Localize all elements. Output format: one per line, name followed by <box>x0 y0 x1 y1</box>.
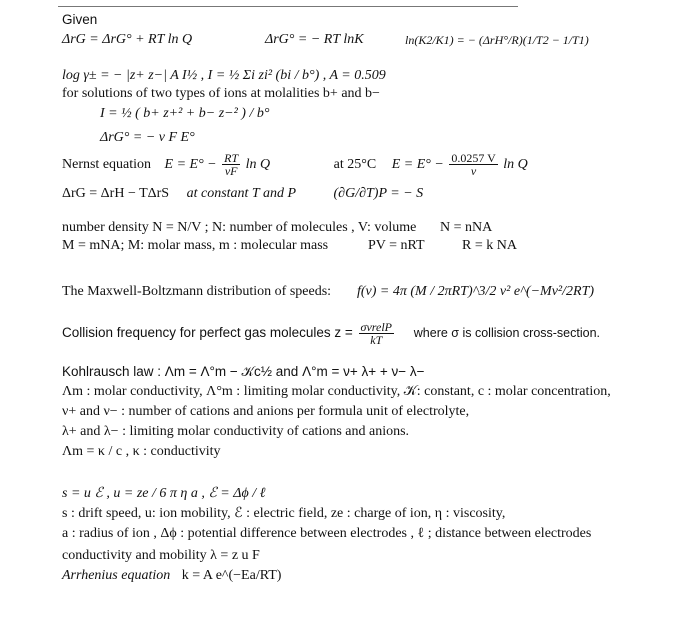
maxwell-boltzmann-label: The Maxwell-Boltzmann distribution of speeds: <box>62 284 332 299</box>
rt-denominator: νF <box>224 164 238 179</box>
at-25c: at 25°C <box>333 157 377 172</box>
debye-huckel-equation: log γ± = − |z+ z−| A I½ , I = ½ Σi zi² (bi / b°) , A = 0.509 <box>62 68 386 83</box>
collision-label: Collision frequency for perfect gas molecules z = <box>62 325 353 340</box>
gibbs-enthalpy: ΔrG = ΔrH − TΔrS <box>62 186 170 201</box>
molar-mass-line: M = mNA; M: molar mass, m : molecular mass <box>62 238 329 253</box>
conductivity-def: Λm = κ / c , κ : conductivity <box>62 444 221 459</box>
constant-condition: at constant T and P <box>186 186 297 201</box>
ions-per-formula-def: ν+ and ν− : number of cations and anions per formula unit of electrolyte, <box>62 404 470 419</box>
rt-fraction <box>222 152 240 177</box>
nernst-label: Nernst equation <box>62 157 152 172</box>
gibbs-equation: ΔrG = ΔrG° + RT ln Q <box>62 32 193 47</box>
ionic-strength-equation: I = ½ ( b+ z+² + b− z−² ) / b° <box>100 106 270 121</box>
arrhenius-formula: k = A e^(−Ea/RT) <box>181 568 282 583</box>
rt-numerator: RT <box>224 151 239 166</box>
conductivity-mobility: conductivity and mobility λ = z u F <box>62 548 260 563</box>
molar-conductivity-def: Λm : molar conductivity, Λ°m : limiting molar conductivity, 𝒦: constant, c : molar concentration, <box>62 384 611 399</box>
vant-hoff-equation: ln(K2/K1) = − (ΔrH°/R)(1/T2 − 1/T1) <box>405 33 589 47</box>
electrode-def: a : radius of ion , Δϕ : potential difference between electrodes , ℓ ; distance between electrodes <box>62 526 592 541</box>
volt-fraction <box>449 152 497 177</box>
drift-speed-equation: s = u ℰ , u = ze / 6 π η a , ℰ = Δϕ / ℓ <box>62 486 266 501</box>
kohlrausch-law: Kohlrausch law : Λm = Λ°m − 𝒦c½ and Λ°m = ν+ λ+ + ν− λ− <box>62 364 425 379</box>
maxwell-boltzmann-formula: f(v) = 4π (M / 2πRT)^3/2 v² e^(−Mv²/2RT) <box>357 284 595 299</box>
cross-section-note: where σ is collision cross-section. <box>413 326 601 340</box>
gibbs-helmholtz-row <box>62 186 423 202</box>
collision-numerator: σvrelP <box>360 319 392 334</box>
avogadro-relation: N = nNA <box>440 220 493 235</box>
limiting-conductivity-def: λ+ and λ− : limiting molar conductivity of cations and anions. <box>62 424 410 439</box>
delta-g-faraday: ΔrG° = − ν F E° <box>100 130 195 145</box>
ideal-gas-law: PV = nRT <box>368 238 425 253</box>
arrhenius-row <box>62 568 281 584</box>
given-heading: Given <box>62 12 98 27</box>
volt-denominator: ν <box>470 164 477 179</box>
collision-row <box>62 318 600 348</box>
nernst-lhs: E = E° − <box>164 157 217 172</box>
ln-q-25: ln Q <box>503 157 528 172</box>
collision-fraction <box>359 321 394 346</box>
partial-derivative: (∂G/∂T)P = − S <box>333 186 424 201</box>
top-rule <box>58 6 518 7</box>
nernst-row <box>62 150 528 180</box>
number-density-line: number density N = N/V ; N: number of molecules , V: volume <box>62 220 417 235</box>
drift-symbols-def: s : drift speed, u: ion mobility, ℰ : electric field, ze : charge of ion, η : viscosity, <box>62 506 506 521</box>
standard-gibbs-equation: ΔrG° = − RT lnK <box>265 32 364 47</box>
volt-numerator: 0.0257 V <box>451 151 496 166</box>
arrhenius-label: Arrhenius equation <box>62 568 171 583</box>
collision-denominator: kT <box>370 332 383 347</box>
gas-constant-relation: R = k NA <box>462 238 517 253</box>
nernst-lhs-25: E = E° − <box>391 157 444 172</box>
molality-note: for solutions of two types of ions at molalities b+ and b− <box>62 86 380 101</box>
ln-q: ln Q <box>245 157 271 172</box>
